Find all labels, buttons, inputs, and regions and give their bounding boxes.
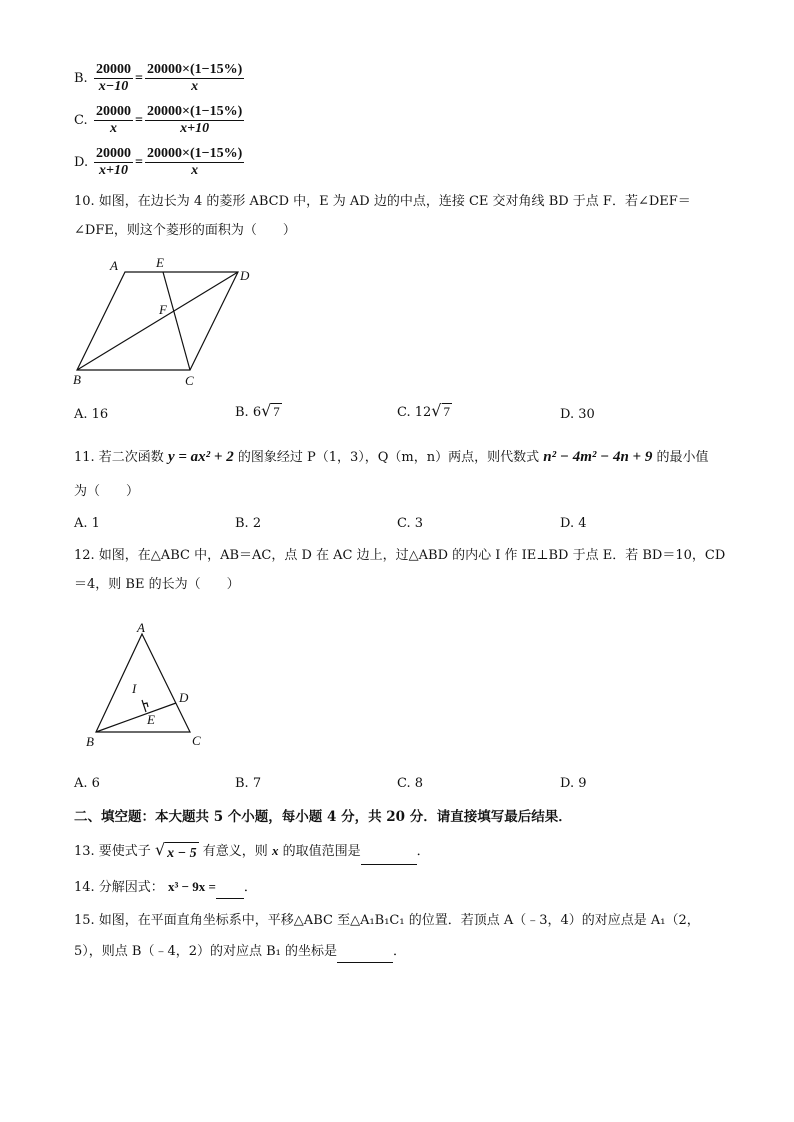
option-label: D. <box>74 155 89 170</box>
algebraic-expression: n² − 4m² − 4n + 9 <box>543 449 653 465</box>
right-fraction <box>145 146 244 179</box>
choice-text: B. 6 <box>235 405 262 420</box>
denominator: x−10 <box>98 79 129 94</box>
left-fraction <box>94 62 133 95</box>
q9-option-c <box>74 104 244 137</box>
q12-line1: 12. 如图，在△ABC 中，AB＝AC，点 D 在 AC 边上，过△ABD 的内心 I 作 IE⊥BD 于点 E．若 BD＝10，CD <box>74 548 726 563</box>
label-e: E <box>156 255 164 270</box>
label-c: C <box>192 733 201 748</box>
text: 有意义，则 <box>202 844 268 859</box>
function-expression: y = ax² + 2 <box>167 449 234 465</box>
q12-choice-a[interactable]: A. 6 <box>74 776 100 791</box>
numerator: 20000×(1−15%) <box>146 62 243 77</box>
label-d: D <box>179 690 189 705</box>
text: 14. 分解因式： <box>74 880 164 895</box>
q15-line1: 15. 如图，在平面直角坐标系中，平移△ABC 至△A₁B₁C₁ 的位置．若顶点 A（﹣3，4）的对应点是 A₁（2， <box>74 913 700 928</box>
label-d: D <box>240 268 250 283</box>
label-b: B <box>86 734 94 749</box>
numerator: 20000 <box>96 62 131 77</box>
q11-line1 <box>74 446 709 469</box>
denominator: x <box>191 163 199 178</box>
sqrt: √ 7 <box>431 401 450 420</box>
left-fraction <box>94 146 133 179</box>
triangle-abc <box>96 634 190 732</box>
expression: x³ − 9x = <box>167 879 216 894</box>
denominator: x+10 <box>180 121 210 136</box>
variable: x <box>271 843 279 858</box>
answer-blank[interactable] <box>361 850 417 865</box>
text: 11. 若二次函数 <box>74 450 164 465</box>
choice-text: C. 12 <box>397 405 432 420</box>
segment-ie <box>142 700 146 712</box>
q15-line2 <box>74 941 406 963</box>
triangle-figure <box>80 618 220 750</box>
right-fraction <box>145 62 244 95</box>
q9-option-d <box>74 146 244 179</box>
denominator: x <box>191 79 199 94</box>
option-label: C. <box>74 113 88 128</box>
denominator: x+10 <box>99 163 128 178</box>
q10-choice-c[interactable] <box>397 403 452 420</box>
q11-choice-a[interactable]: A. 1 <box>74 516 100 531</box>
q12-line2: ＝4，则 BE 的长为（ ） <box>74 577 240 592</box>
radicand: 7 <box>443 404 450 419</box>
radicand: 7 <box>273 404 280 419</box>
text: 的最小值 <box>656 450 709 465</box>
q10-line1: 10. 如图，在边长为 4 的菱形 ABCD 中，E 为 AD 边的中点，连接 CE 交对角线 BD 于点 F．若∠DEF＝ <box>74 194 691 209</box>
numerator: 20000×(1−15%) <box>146 104 243 119</box>
q10-choice-a[interactable]: A. 16 <box>74 407 109 422</box>
answer-blank[interactable] <box>337 948 393 963</box>
section-heading: 二、填空题：本大题共 5 个小题，每小题 4 分，共 20 分．请直接填写最后结果． <box>74 809 572 825</box>
text: 13. 要使式子 <box>74 844 151 859</box>
q12-choice-d[interactable]: D. 9 <box>560 776 587 791</box>
numerator: 20000 <box>96 146 131 161</box>
label-f: F <box>159 302 167 317</box>
label-b: B <box>73 372 81 387</box>
equals-sign: = <box>135 112 143 128</box>
q13 <box>74 840 430 865</box>
q11-line2: 为（ ） <box>74 484 140 499</box>
answer-blank[interactable] <box>216 884 244 899</box>
sqrt: √ 7 <box>261 401 280 420</box>
right-fraction <box>145 104 244 137</box>
sqrt: √ x − 5 <box>155 842 199 865</box>
equals-sign: = <box>135 154 143 170</box>
text: ． <box>416 844 430 859</box>
label-c: C <box>185 373 194 388</box>
label-a: A <box>137 620 145 635</box>
radicand: x − 5 <box>165 842 198 865</box>
q11-choice-d[interactable]: D. 4 <box>560 516 587 531</box>
numerator: 20000 <box>96 104 131 119</box>
label-i: I <box>132 681 137 696</box>
q12-choice-c[interactable]: C. 8 <box>397 776 424 791</box>
segment-ce <box>163 272 190 370</box>
q10-choice-b[interactable] <box>235 403 282 420</box>
left-fraction <box>94 104 133 137</box>
label-e: E <box>147 712 155 727</box>
text: 5），则点 B（﹣4，2）的对应点 B₁ 的坐标是 <box>74 944 338 959</box>
option-label: B. <box>74 71 88 86</box>
text: ． <box>243 880 257 895</box>
q10-line2: ∠DFE，则这个菱形的面积为（ ） <box>74 223 296 238</box>
q9-option-b <box>74 62 244 95</box>
q12-choice-b[interactable]: B. 7 <box>235 776 262 791</box>
denominator: x <box>110 121 117 136</box>
text: 的图象经过 P（1，3），Q（m，n）两点，则代数式 <box>237 450 540 465</box>
label-a: A <box>110 258 118 273</box>
equals-sign: = <box>135 70 143 86</box>
rhombus-figure <box>60 252 270 392</box>
text: ． <box>393 944 407 959</box>
q14 <box>74 876 257 899</box>
q10-choice-d[interactable]: D. 30 <box>560 407 595 422</box>
text: 的取值范围是 <box>282 844 361 859</box>
q11-choice-c[interactable]: C. 3 <box>397 516 424 531</box>
q11-choice-b[interactable]: B. 2 <box>235 516 262 531</box>
numerator: 20000×(1−15%) <box>146 146 243 161</box>
